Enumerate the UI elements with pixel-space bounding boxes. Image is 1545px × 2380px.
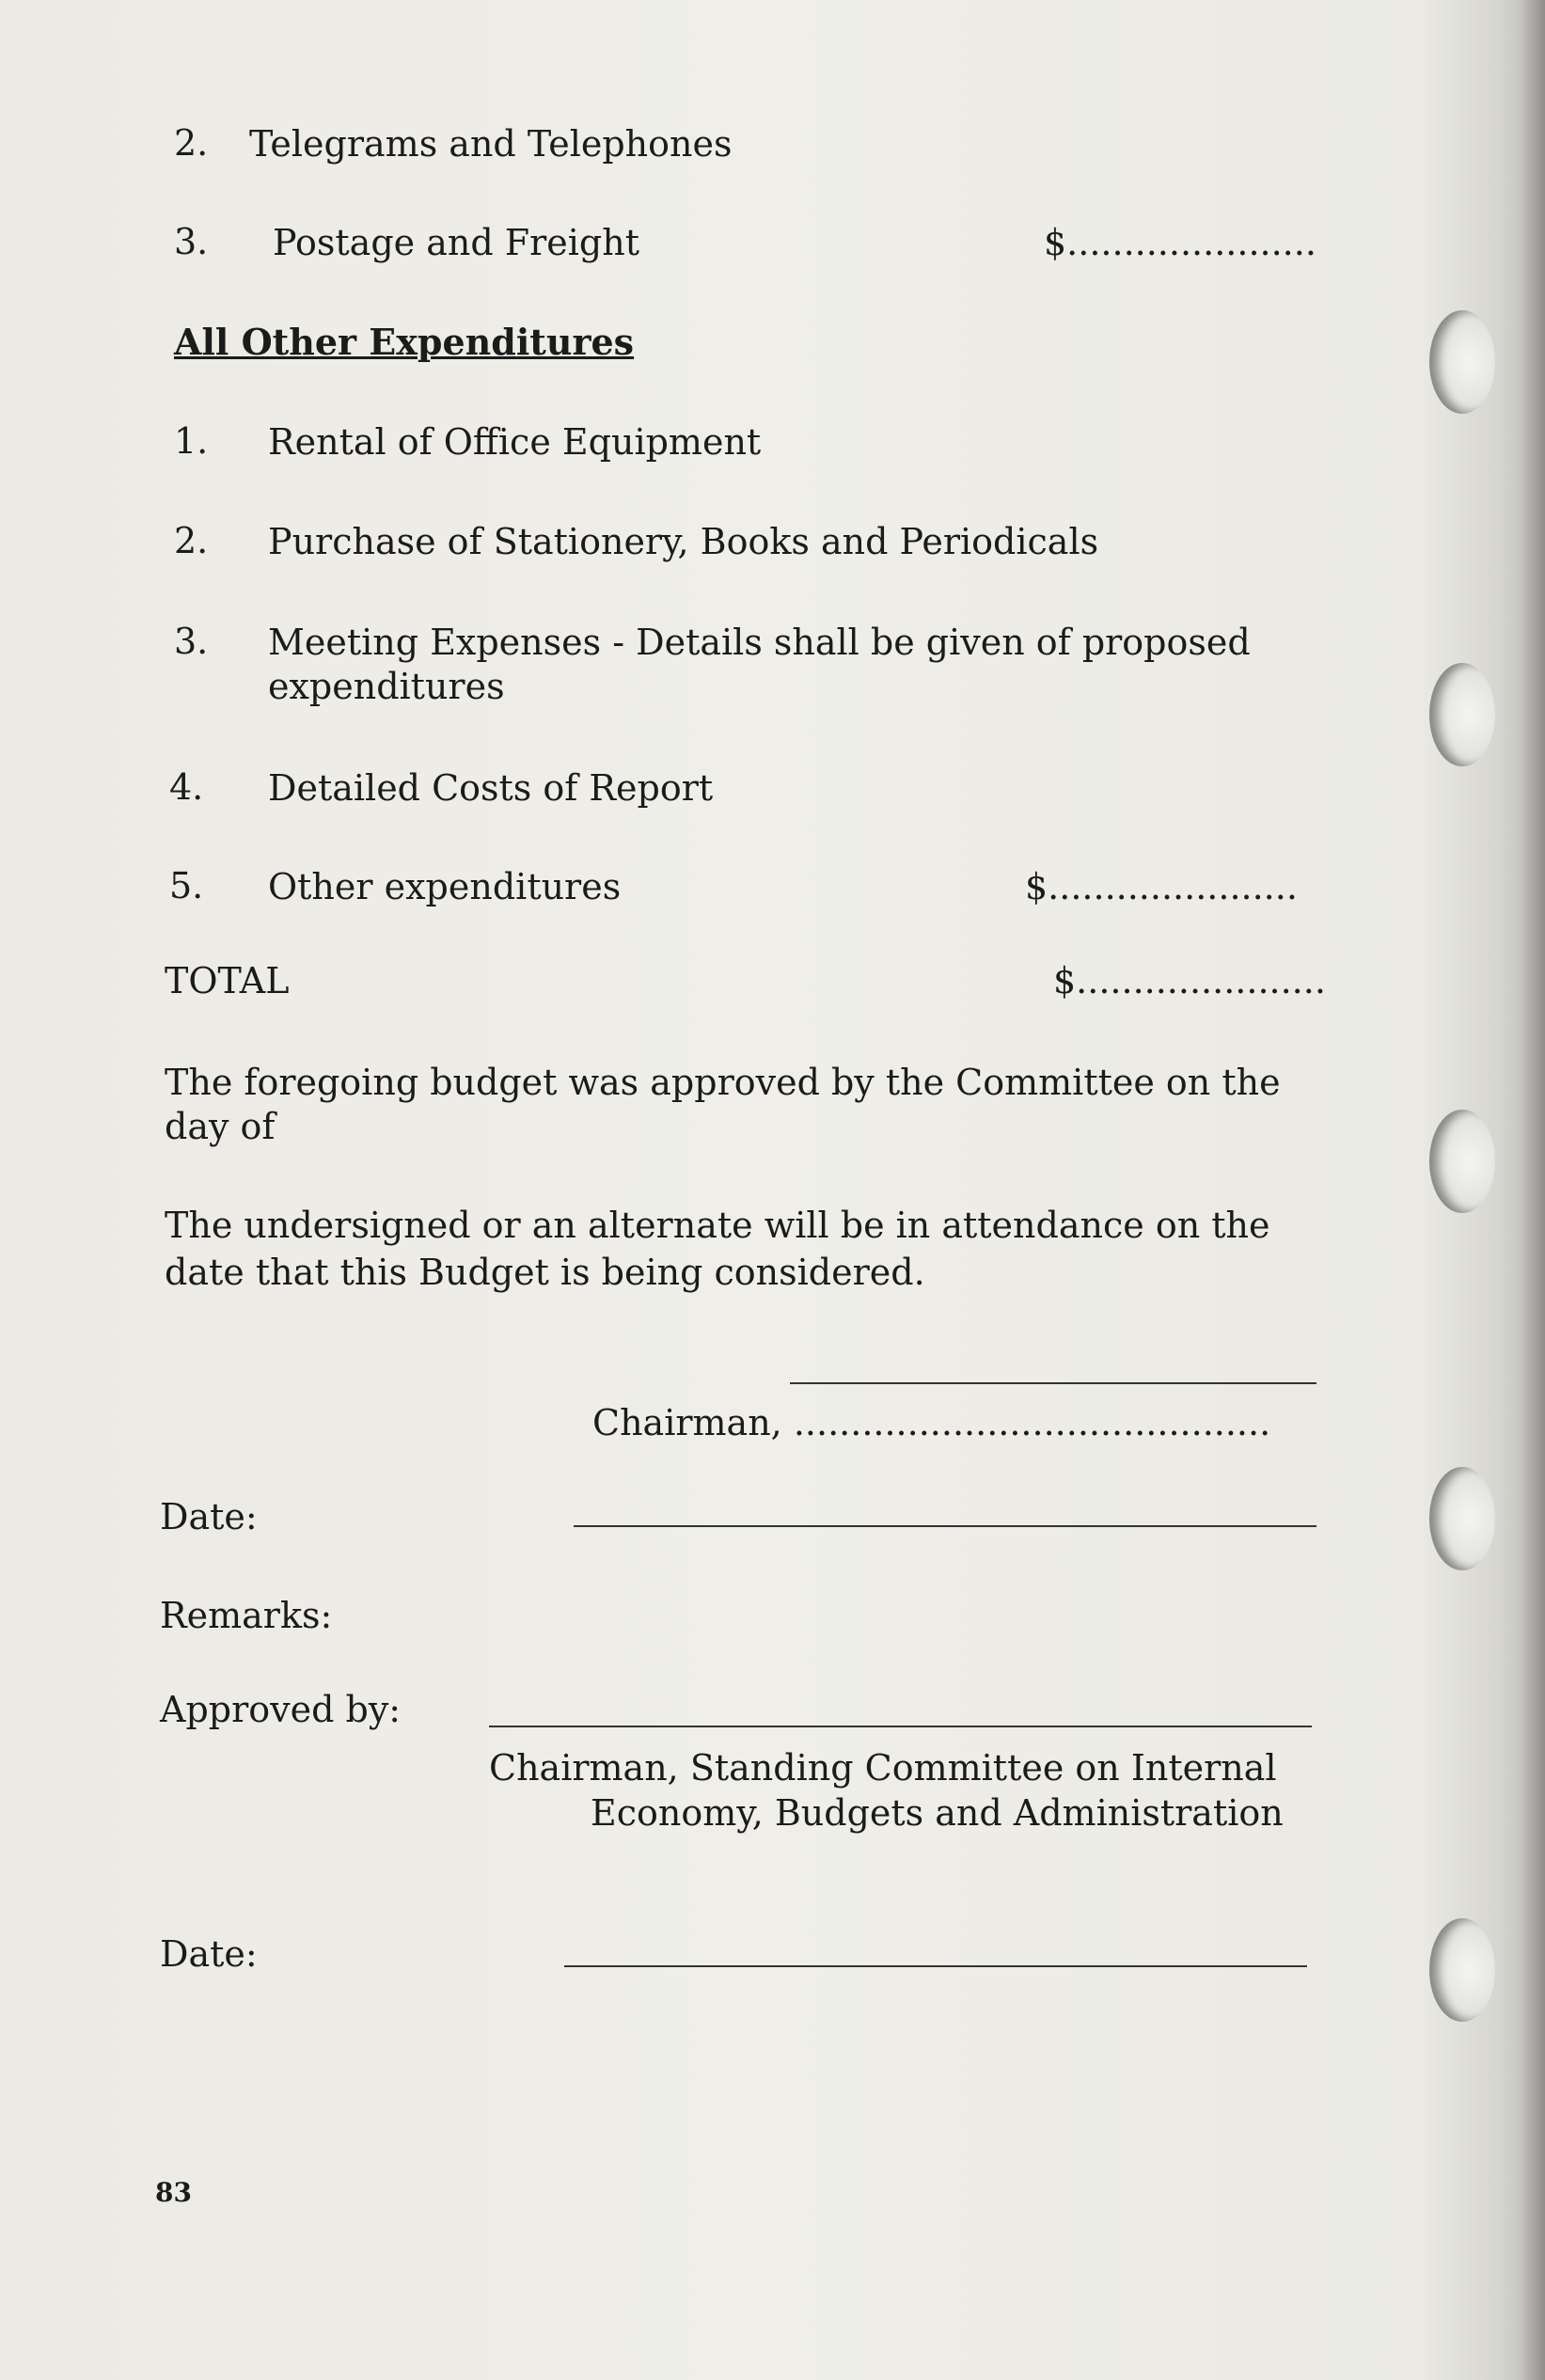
binder-hole xyxy=(1429,663,1495,766)
postage-label: Postage and Freight xyxy=(273,222,640,263)
signature-line xyxy=(790,1382,1316,1384)
item-number: 2. xyxy=(174,520,209,561)
attendance-text-cont: date that this Budget is being considered. xyxy=(165,1252,925,1293)
stationery-label: Purchase of Stationery, Books and Periodicals xyxy=(268,521,1099,562)
date-line xyxy=(574,1525,1316,1527)
approved-by-label: Approved by: xyxy=(160,1689,402,1730)
binder-hole xyxy=(1429,1110,1495,1213)
item-number: 3. xyxy=(174,221,209,262)
other-expenditures-label: Other expenditures xyxy=(268,866,622,907)
total-label: TOTAL xyxy=(165,960,290,1001)
committee-title: Chairman, Standing Committee on Internal xyxy=(489,1747,1277,1789)
item-number: 3. xyxy=(174,621,209,662)
total-amount: $...................... xyxy=(1053,960,1326,1001)
other-expenditures-amount: $...................... xyxy=(1025,866,1298,907)
item-number: 5. xyxy=(169,865,204,906)
approval-text: The foregoing budget was approved by the Committee on the xyxy=(165,1062,1281,1103)
page-number: 83 xyxy=(155,2177,192,2208)
rental-label: Rental of Office Equipment xyxy=(268,421,762,463)
binder-hole xyxy=(1429,1918,1495,2022)
attendance-text: The undersigned or an alternate will be in attendance on the xyxy=(165,1205,1270,1246)
item-number: 4. xyxy=(169,766,204,808)
binder-hole xyxy=(1429,1467,1495,1570)
approval-text-cont: day of xyxy=(165,1106,276,1147)
postage-amount: $...................... xyxy=(1044,222,1316,263)
date-label: Date: xyxy=(160,1496,258,1537)
date-label-2: Date: xyxy=(160,1933,258,1975)
telegrams-label: Telegrams and Telephones xyxy=(249,123,733,165)
approval-line xyxy=(489,1726,1312,1727)
meeting-label-cont: expenditures xyxy=(268,666,505,707)
item-number: 2. xyxy=(174,122,209,164)
date-line-2 xyxy=(564,1965,1307,1967)
item-number: 1. xyxy=(174,420,209,462)
remarks-label: Remarks: xyxy=(160,1595,333,1636)
binder-hole xyxy=(1429,310,1495,414)
section-heading: All Other Expenditures xyxy=(174,321,635,363)
report-costs-label: Detailed Costs of Report xyxy=(268,767,714,809)
page-edge xyxy=(1519,0,1545,2380)
meeting-label: Meeting Expenses - Details shall be given of proposed xyxy=(268,622,1251,663)
committee-title-cont: Economy, Budgets and Administration xyxy=(591,1792,1284,1834)
chairman-signature: Chairman, .......................................... xyxy=(592,1402,1271,1443)
